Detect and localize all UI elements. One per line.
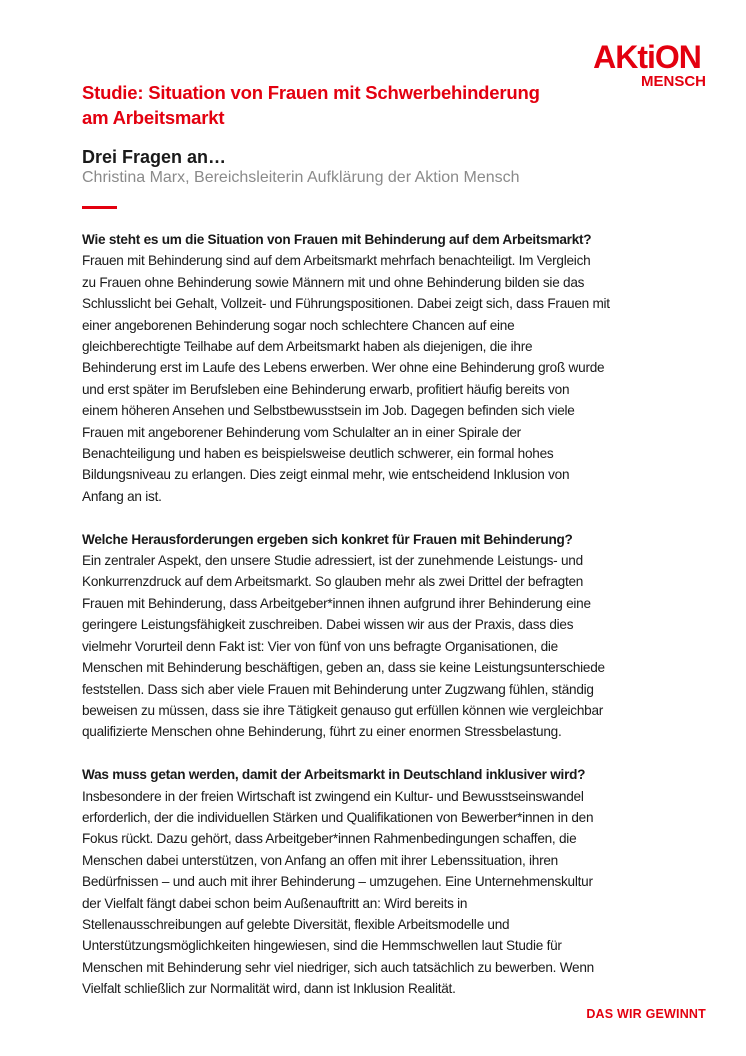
title-line: am Arbeitsmarkt <box>82 107 225 128</box>
answer-line: Frauen mit angeborener Behinderung vom Schulalter an in einer Spirale der <box>82 424 521 440</box>
document-title <box>82 80 602 130</box>
answer-line: Vielfalt schließlich zur Normalität wird, dann ist Inklusion Realität. <box>82 981 456 997</box>
answer-line: vielmehr Vorurteil denn Fakt ist: Vier von fünf von uns befragte Organisationen, die <box>82 638 558 654</box>
answer-line: Stellenausschreibungen auf gelebte Diversität, flexible Arbeitsmodelle und <box>82 916 510 932</box>
answer-line: und erst später im Berufsleben eine Behinderung erwarb, profitiert häufig bereits von <box>82 381 570 397</box>
answer-line: Insbesondere in der freien Wirtschaft ist zwingend ein Kultur- und Bewusstseinswandel <box>82 788 584 804</box>
answer-line: Frauen mit Behinderung, dass Arbeitgeber*innen ihnen aufgrund ihrer Behinderung eine <box>82 595 591 611</box>
answer-line: beweisen zu müssen, dass sie ihre Tätigkeit genauso gut erfüllen können wie vergleichbar <box>82 702 604 718</box>
subheading: Drei Fragen an… <box>82 147 227 167</box>
red-divider <box>82 206 117 209</box>
answer-line: Fokus rückt. Dazu gehört, dass Arbeitgeber*innen Rahmenbedingungen schaffen, die <box>82 831 577 847</box>
answer-line: einem höheren Ansehen und Selbstbewusstsein im Job. Dagegen befinden sich viele <box>82 403 575 419</box>
answer-line: Benachteiligung und haben es beispielsweise deutlich schwerer, ein formal hohes <box>82 446 554 462</box>
answer-line: Anfang an ist. <box>82 488 162 504</box>
answer-line: Menschen dabei unterstützen, von Anfang an offen mit ihrer Lebenssituation, ihren <box>82 852 558 868</box>
answer-line: gleichberechtigte Teilhabe auf dem Arbeitsmarkt haben als diejenigen, die ihre <box>82 339 533 355</box>
answer-line: Behinderung erst im Laufe des Lebens erwerben. Wer ohne eine Behinderung groß wurde <box>82 360 605 376</box>
answer-line: Unterstützungsmöglichkeiten hingewiesen, sind die Hemmschwellen laut Studie für <box>82 938 562 954</box>
qa-section <box>82 764 662 999</box>
answer-line: erforderlich, der die individuellen Stärken und Qualifikationen von Bewerber*innen in den <box>82 809 594 825</box>
answer-line: Ein zentraler Aspekt, den unsere Studie adressiert, ist der zunehmende Leistungs- und <box>82 553 583 569</box>
answer-line: geringere Leistungsfähigkeit zuschreiben. Dabei wissen wir aus der Praxis, dass dies <box>82 617 574 633</box>
qa-section <box>82 229 662 507</box>
title-line: Studie: Situation von Frauen mit Schwerbehinderung <box>82 82 540 103</box>
answer-line: Menschen mit Behinderung sehr viel niedriger, sich auch tatsächlich zu bewerben. Wenn <box>82 959 594 975</box>
answer-line: feststellen. Dass sich aber viele Frauen mit Behinderung unter Zugzwang fühlen, ständig <box>82 681 594 697</box>
footer-slogan: DAS WIR GEWINNT <box>586 1007 706 1021</box>
logo-line2: MENSCH <box>640 73 706 90</box>
question-heading: Wie steht es um die Situation von Frauen mit Behinderung auf dem Arbeitsmarkt? <box>82 232 592 247</box>
answer-line: Frauen mit Behinderung sind auf dem Arbeitsmarkt mehrfach benachteiligt. Im Vergleich <box>82 253 591 269</box>
aktion-mensch-logo <box>584 38 710 90</box>
question-heading: Welche Herausforderungen ergeben sich konkret für Frauen mit Behinderung? <box>82 531 573 547</box>
author-line: Christina Marx, Bereichsleiterin Aufklärung der Aktion Mensch <box>82 169 520 186</box>
logo-line1: AKtiON <box>593 39 701 75</box>
document-body <box>82 229 662 1021</box>
answer-line: der Vielfalt fängt dabei schon beim Außenauftritt an: Wird bereits in <box>82 895 468 911</box>
answer-line: Menschen mit Behinderung beschäftigen, geben an, dass sie keine Leistungsunterschiede <box>82 660 605 676</box>
answer-line: Konkurrenzdruck auf dem Arbeitsmarkt. So glauben mehr als zwei Drittel der befragten <box>82 574 584 590</box>
answer-line: Bildungsniveau zu erlangen. Dies zeigt einmal mehr, wie entscheidend Inklusion von <box>82 467 570 483</box>
answer-line: zu Frauen ohne Behinderung sowie Männern mit und ohne Behinderung bilden sie das <box>82 274 585 290</box>
answer-line: Bedürfnissen – und auch mit ihrer Behinderung – umzugehen. Eine Unternehmenskultur <box>82 874 593 890</box>
qa-section <box>82 529 662 743</box>
answer-line: Schlusslicht bei Gehalt, Vollzeit- und Führungspositionen. Dabei zeigt sich, dass Frauen mit <box>82 296 610 312</box>
answer-line: einer angeborenen Behinderung sogar noch schlechtere Chancen auf eine <box>82 317 515 333</box>
answer-line: qualifizierte Menschen ohne Behinderung, führt zu einer enormen Stressbelastung. <box>82 724 562 740</box>
question-heading: Was muss getan werden, damit der Arbeitsmarkt in Deutschland inklusiver wird? <box>82 767 586 783</box>
